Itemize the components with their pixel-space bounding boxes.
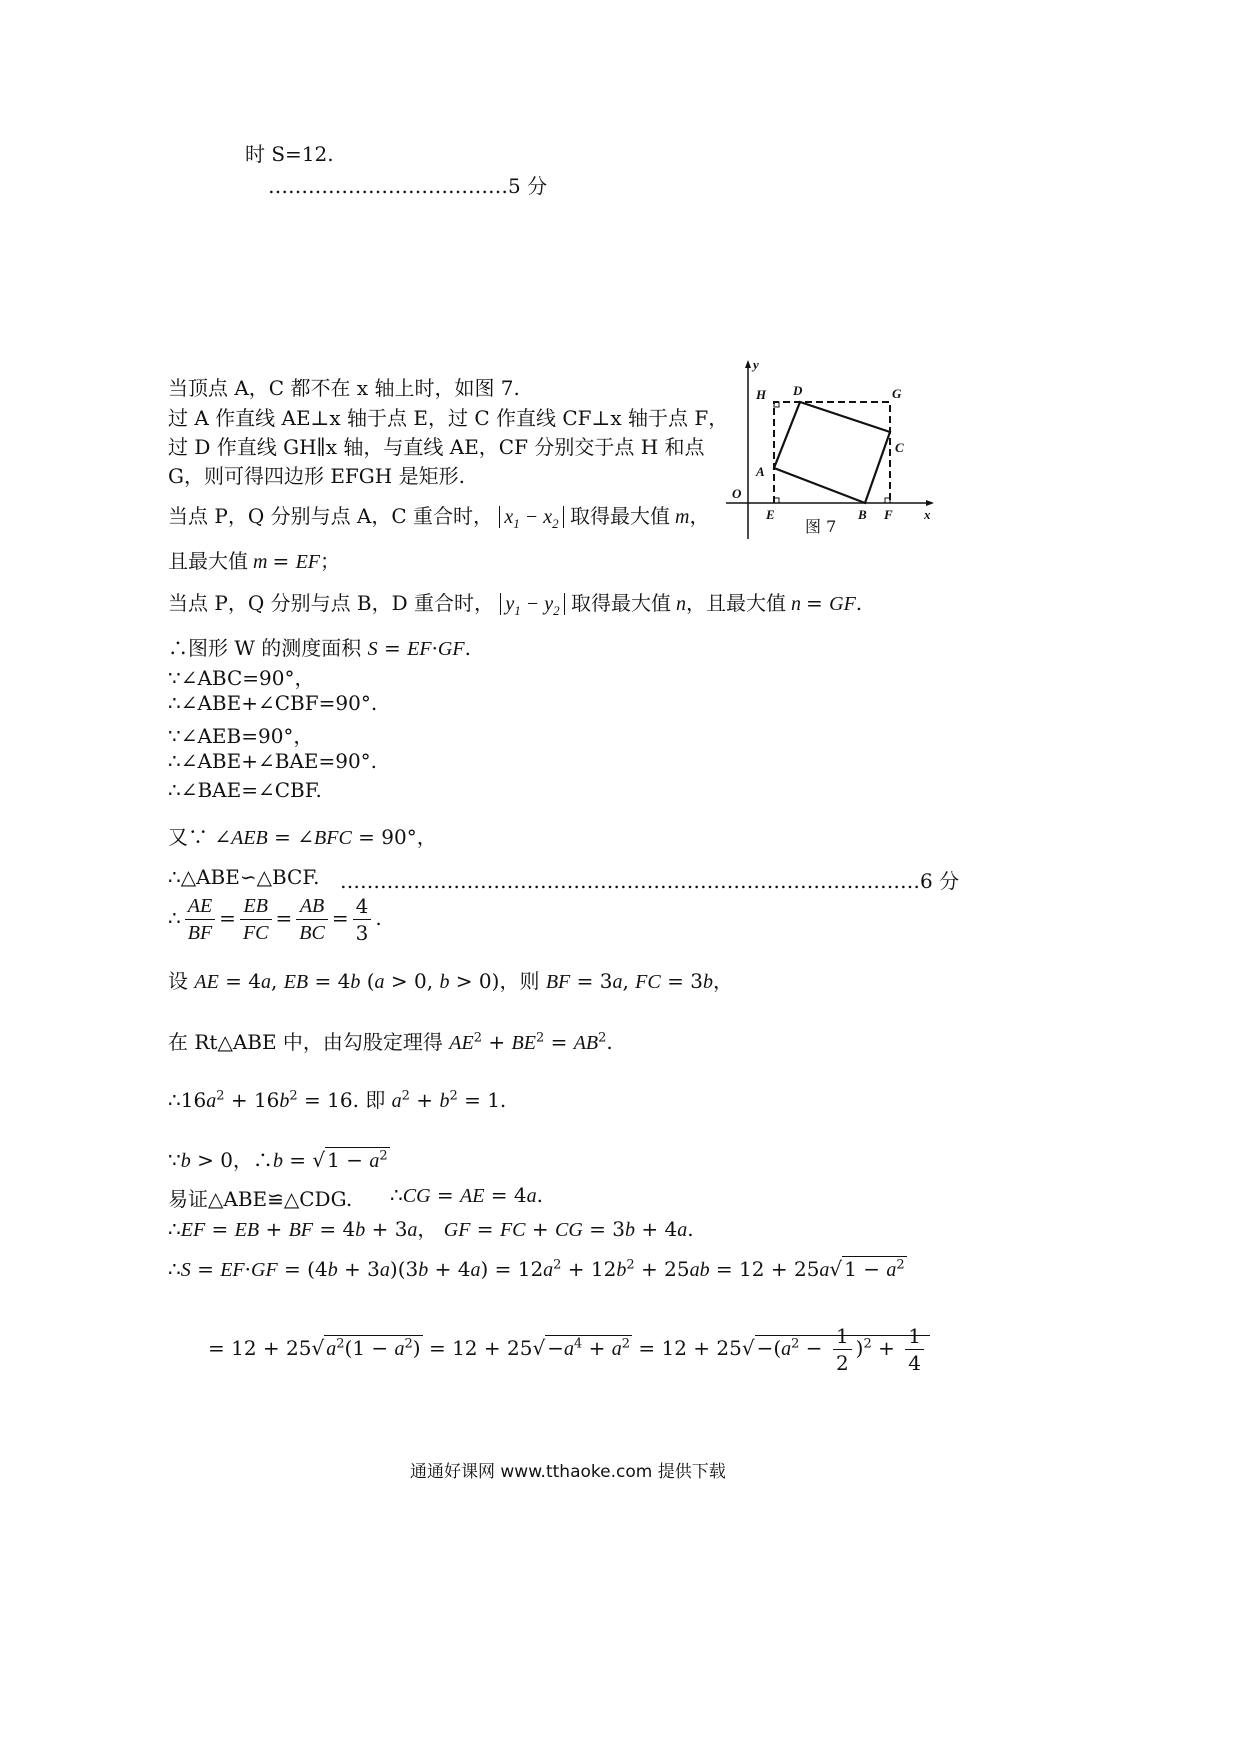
- step-s-complete-square: = 12 + 25√ $a^2(1 - a^2) = 12 + 25√ -a^4 + a^2 = 12 + 25√ -(a^2$ − $\frac{1}{2}$ )$^2$ + $\frac{1}{4}$: [208, 1323, 930, 1376]
- step-s1: ∵∠ABC=90°，: [168, 666, 315, 690]
- rectangle-EFGH: [774, 402, 890, 503]
- figure-7: [720, 356, 940, 542]
- step-s7: ∴△ABE∽△BCF.: [168, 865, 320, 889]
- step-s4: ∴∠ABE+∠BAE=90°.: [168, 749, 378, 773]
- label-y: y: [753, 357, 759, 372]
- label-A: A: [756, 464, 765, 479]
- step-ratio: ∴ $\frac{AE}{BF}$ = $\frac{EB}{FC}$ = $\frac{AB}{BC}$ = $\frac{4}{3}$ .: [168, 894, 382, 945]
- step-s-expand: ∴S = $EF\cdot GF = (4b + 3a)(3b + 4a) = 12a^2 + 12b^2 + 25ab = 12 + 25a√$ $1 - a^2$: [168, 1257, 905, 1281]
- rectangle-ABCD: [774, 402, 890, 503]
- figure-caption: 图 7: [805, 517, 837, 536]
- step-easy: 易证△ABE≌△CDG.: [168, 1187, 353, 1211]
- x-axis-arrow: [926, 500, 934, 506]
- frac-ab-bc: $\frac{AB}{BC}$: [296, 893, 328, 946]
- step-set: 设 AE = 4a, EB = 4b (a > 0, b > 0)，则 BF = 3a, FC = 3b，: [168, 969, 733, 993]
- intro-line-1: 当顶点 A，C 都不在 x 轴上时，如图 7.: [168, 376, 520, 400]
- step-s7-dots: ……………………………………………………………………………6 分: [340, 869, 960, 893]
- label-E: E: [766, 507, 775, 522]
- top-line-2-dots: ………………………………5 分: [268, 174, 548, 198]
- label-H: H: [756, 387, 767, 402]
- step-cg: ∴CG = AE = 4a.: [390, 1183, 544, 1207]
- footer: 通通好课网 www.tthaoke.com 提供下载: [410, 1462, 726, 1482]
- step-max-m: 且最大值 m = EF；: [168, 549, 341, 573]
- label-G: G: [892, 386, 902, 401]
- intro-line-3: 过 D 作直线 GH∥x 轴，与直线 AE，CF 分别交于点 H 和点: [168, 435, 705, 459]
- frac-4-3: $\frac{4}{3}$: [353, 893, 372, 946]
- y-axis-arrow: [745, 360, 751, 368]
- step-s3: ∵∠AEB=90°，: [168, 724, 314, 748]
- label-B: B: [858, 507, 867, 522]
- step-pq-bd: 当点 P，Q 分别与点 B，D 重合时， $y_1 - y_2$ 取得最大值 n，且最大值 n = GF.: [168, 591, 863, 618]
- step-ef-gf: ∴EF = EB + BF = 4b + 3a， GF = FC + CG = 3b + 4a.: [168, 1217, 694, 1241]
- label-O: O: [732, 486, 742, 501]
- step-16a2: $\therefore 16a^2 + 16b^2 = 16$. 即 $a^2 + b^2 = 1$.: [168, 1088, 507, 1112]
- label-D: D: [793, 383, 803, 398]
- label-x: x: [924, 507, 931, 522]
- intro-line-2: 过 A 作直线 AE⊥x 轴于点 E，过 C 作直线 CF⊥x 轴于点 F，: [168, 406, 729, 430]
- label-F: F: [884, 507, 893, 522]
- step-s6: 又∵ ∠AEB = ∠BFC = 90°，: [168, 825, 437, 849]
- step-s5: ∴∠BAE=∠CBF.: [168, 778, 322, 802]
- step-area: ∴图形 W 的测度面积 S = EF·GF.: [168, 636, 471, 660]
- step-rt: 在 Rt△ABE 中，由勾股定理得 $AE^2 + BE^2 = AB^2$.: [168, 1030, 613, 1054]
- abs-x1-x2: $x_1 - x_2$: [499, 506, 563, 528]
- step-b-sqrt: ∵b > 0，∴b = √ $1 - a^2$: [168, 1148, 388, 1172]
- frac-1-4: $\frac{1}{4}$: [905, 1323, 924, 1376]
- abs-y1-y2: $y_1 - y_2$: [500, 593, 564, 615]
- step-pq-ac: 当点 P，Q 分别与点 A，C 重合时， $x_1 - x_2$ 取得最大值 m，: [168, 504, 710, 531]
- frac-eb-fc: $\frac{EB}{FC}$: [240, 893, 272, 946]
- intro-line-4: G，则可得四边形 EFGH 是矩形.: [168, 464, 465, 488]
- top-line-1: 时 S=12.: [245, 142, 334, 166]
- frac-1-2: $\frac{1}{2}$: [833, 1323, 852, 1376]
- label-C: C: [895, 440, 904, 455]
- step-s2: ∴∠ABE+∠CBF=90°.: [168, 691, 378, 715]
- frac-ae-bf: $\frac{AE}{BF}$: [185, 893, 215, 946]
